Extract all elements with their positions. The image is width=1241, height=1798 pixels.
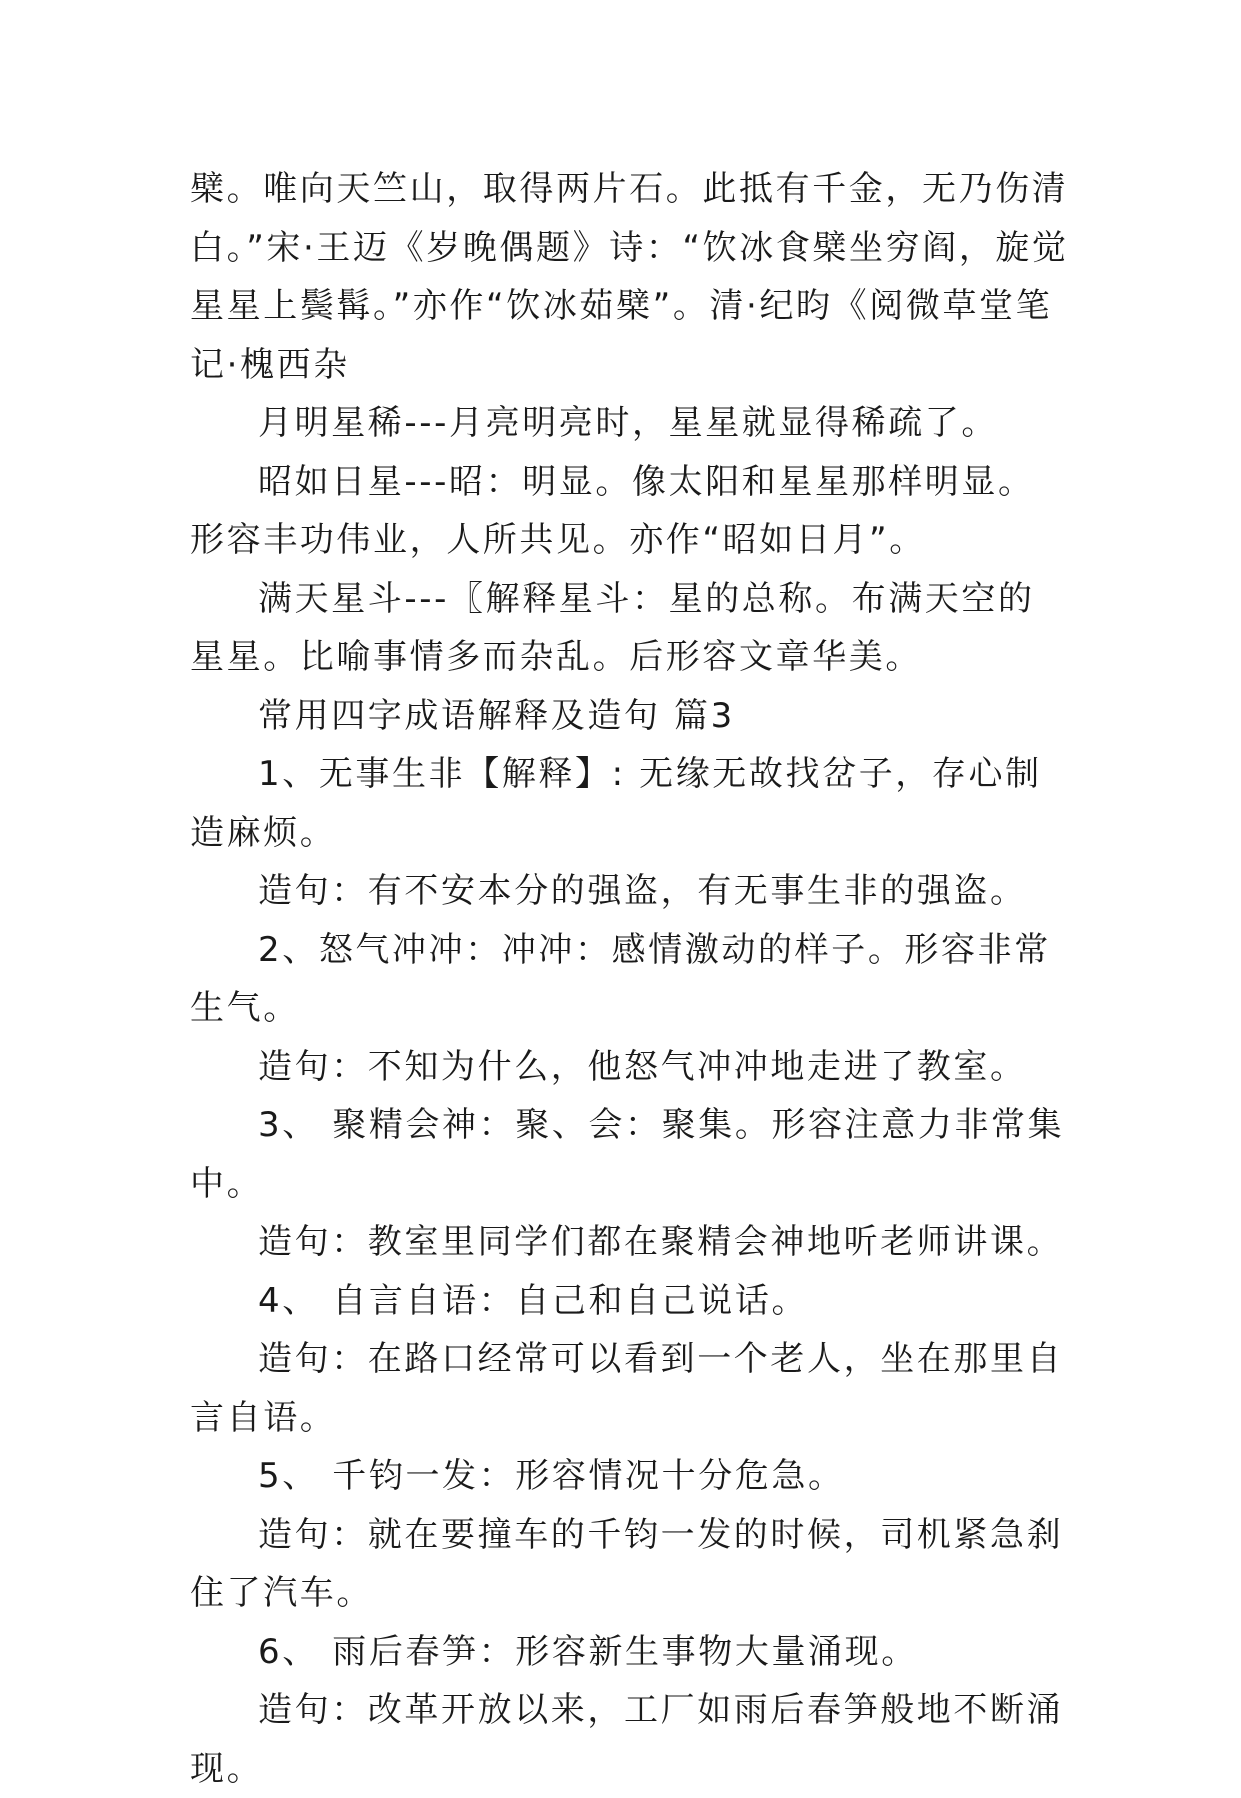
idiom-4-definition: 4、 自言自语：自己和自己说话。 xyxy=(258,1280,809,1321)
paragraph-yue-ming-xing-xi: 月明星稀---月亮明亮时，星星就显得稀疏了。 xyxy=(258,403,999,443)
idiom-3-example: 造句：教室里同学们都在聚精会神地听老师讲课。 xyxy=(258,1222,1064,1262)
paragraph-zhao-ru-ri-xing: 昭如日星---昭：明显。像太阳和星星那样明显。形容丰功伟业，人所共见。亦作“昭如日月”。 xyxy=(190,461,1035,560)
document-body xyxy=(190,160,1070,1798)
idiom-5-example: 造句：就在要撞车的千钧一发的时候，司机紧急刹住了汽车。 xyxy=(190,1514,1064,1613)
section-heading: 常用四字成语解释及造句 篇3 xyxy=(258,695,735,736)
idiom-6-definition: 6、 雨后春笋：形容新生事物大量涌现。 xyxy=(258,1631,918,1672)
paragraph-man-tian-xing-dou: 满天星斗---〖解释星斗：星的总称。布满天空的星星。比喻事情多而杂乱。后形容文章华美。 xyxy=(190,578,1035,677)
paragraph-continued-quote: 檗。唯向天竺山，取得两片石。此抵有千金，无乃伤清白。”宋·王迈《岁晚偶题》诗：“饮冰食檗坐穷阎，旋觉星星上鬓髯。”亦作“饮冰茹檗”。清·纪昀《阅微草堂笔记·槐西杂 xyxy=(190,169,1069,385)
idiom-3-definition: 3、 聚精会神：聚、会：聚集。形容注意力非常集中。 xyxy=(190,1105,1065,1204)
idiom-4-example: 造句：在路口经常可以看到一个老人，坐在那里自言自语。 xyxy=(190,1339,1064,1438)
idiom-5-definition: 5、 千钧一发：形容情况十分危急。 xyxy=(258,1456,845,1496)
idiom-1-example: 造句：有不安本分的强盗，有无事生非的强盗。 xyxy=(258,871,1027,911)
idiom-1-definition: 1、无事生非【解释】: 无缘无故找岔子，存心制造麻烦。 xyxy=(190,754,1042,853)
idiom-2-example: 造句：不知为什么，他怒气冲冲地走进了教室。 xyxy=(258,1046,1027,1087)
idiom-2-definition: 2、怒气冲冲：冲冲：感情激动的样子。形容非常生气。 xyxy=(190,929,1051,1028)
idiom-6-example: 造句：改革开放以来，工厂如雨后春笋般地不断涌现。 xyxy=(190,1690,1064,1789)
